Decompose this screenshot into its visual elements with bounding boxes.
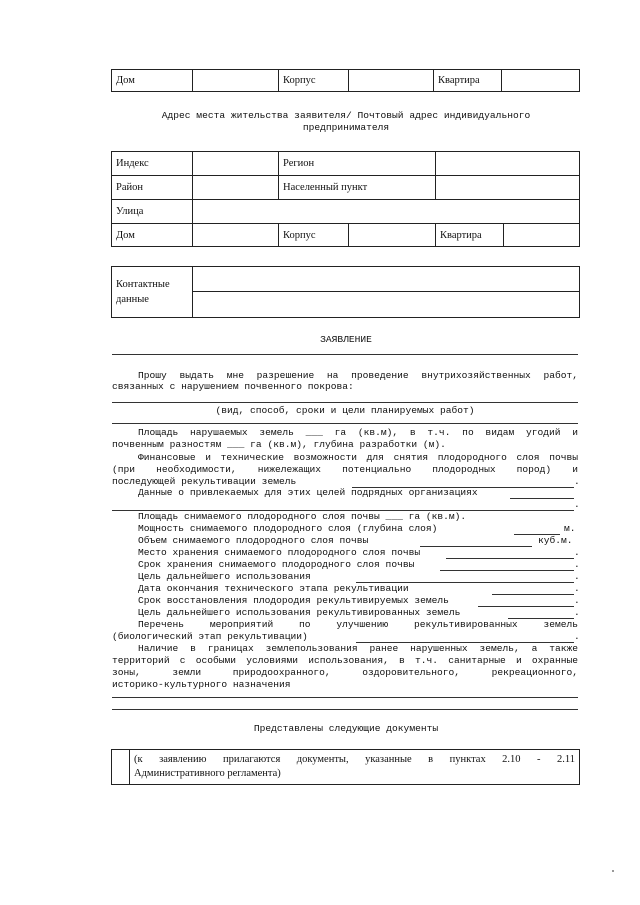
region-value[interactable] bbox=[436, 152, 580, 176]
request-caption: (вид, способ, сроки и цели планируемых работ) bbox=[215, 405, 475, 416]
restoration-label: Срок восстановления плодородия рекультивируемых земель bbox=[138, 595, 449, 606]
request-line2: связанных с нарушением почвенного покрова: bbox=[112, 381, 354, 392]
contractors-period: . bbox=[574, 499, 580, 510]
bio-stage-line2: (биологический этап рекультивации) bbox=[112, 631, 308, 642]
volume-label: Объем снимаемого плодородного слоя почвы bbox=[138, 535, 369, 546]
dom-value-2[interactable] bbox=[193, 224, 279, 247]
korpus-value[interactable] bbox=[349, 70, 434, 92]
documents-note-cell bbox=[130, 750, 580, 785]
kvartira-label: Квартира bbox=[434, 70, 502, 92]
postal-heading-line1: Адрес места жительства заявителя/ Почтовый адрес индивидуального bbox=[161, 110, 531, 121]
korpus-value-2[interactable] bbox=[349, 224, 436, 247]
financial-line1: Финансовые и технические возможности для снятия плодородного слоя почвы bbox=[138, 452, 578, 463]
top-address-table bbox=[111, 69, 580, 92]
street-label: Улица bbox=[112, 200, 193, 224]
region-label: Регион bbox=[279, 152, 436, 176]
storage-place-label: Место хранения снимаемого плодородного слоя почвы bbox=[138, 547, 421, 558]
documents-note-line2: Административного регламента) bbox=[134, 768, 281, 779]
contact-value-1[interactable] bbox=[193, 267, 580, 292]
presence-line2: территорий с особыми условиями использования, в т.ч. санитарные и охранные bbox=[112, 655, 578, 666]
kvartira-value[interactable] bbox=[502, 70, 580, 92]
tech-stage-period: . bbox=[574, 583, 580, 594]
storage-term-label: Срок хранения снимаемого плодородного слоя почвы bbox=[138, 559, 415, 570]
dom-label: Дом bbox=[112, 70, 193, 92]
presence-line4: историко-культурного назначения bbox=[112, 679, 291, 690]
thickness-unit: м. bbox=[564, 523, 576, 534]
contact-table bbox=[111, 266, 580, 318]
korpus-label-2: Корпус bbox=[279, 224, 349, 247]
contact-value-2[interactable] bbox=[193, 292, 580, 318]
storage-term-blank[interactable] bbox=[440, 570, 574, 571]
contractors-blank[interactable] bbox=[510, 498, 574, 499]
financial-period: . bbox=[574, 476, 580, 487]
settlement-label: Населенный пункт bbox=[279, 176, 436, 200]
contact-label-line2: данные bbox=[116, 294, 149, 305]
future-use-label: Цель дальнейшего использования рекультивированных земель bbox=[138, 607, 461, 618]
bio-stage-line1: Перечень мероприятий по улучшению рекультивированных земель bbox=[138, 619, 578, 630]
kvartira-label-2: Квартира bbox=[436, 224, 504, 247]
storage-place-period: . bbox=[574, 547, 580, 558]
street-value[interactable] bbox=[193, 200, 580, 224]
scan-speck bbox=[612, 870, 614, 872]
postal-address-table bbox=[111, 151, 580, 247]
rayon-label: Район bbox=[112, 176, 193, 200]
volume-unit: куб.м. bbox=[538, 535, 573, 546]
request-line1: Прошу выдать мне разрешение на проведение внутрихозяйственных работ, bbox=[138, 370, 578, 381]
korpus-label: Корпус bbox=[279, 70, 349, 92]
area-line1: Площадь нарушаемых земель ___ га (кв.м), в т.ч. по видам угодий и bbox=[138, 427, 578, 438]
presence-line1: Наличие в границах землепользования ранее нарушенных земель, а также bbox=[138, 643, 578, 654]
future-use-period: . bbox=[574, 607, 580, 618]
rayon-value[interactable] bbox=[193, 176, 279, 200]
contact-label bbox=[112, 267, 193, 318]
area-line2: почвенным разностям ___ га (кв.м), глубина разработки (м). bbox=[112, 439, 446, 450]
postal-heading-line2: предпринимателя bbox=[302, 122, 390, 133]
financial-line3: последующей рекультивации земель bbox=[112, 476, 297, 487]
storage-term-period: . bbox=[574, 559, 580, 570]
restoration-period: . bbox=[574, 595, 580, 606]
presence-blank-1[interactable] bbox=[112, 697, 578, 698]
dom-label-2: Дом bbox=[112, 224, 193, 247]
purpose-period: . bbox=[574, 571, 580, 582]
presence-line3: зоны, земли природоохранного, оздоровительного, рекреационного, bbox=[112, 667, 578, 678]
contractors-label: Данные о привлекаемых для этих целей подрядных организациях bbox=[138, 487, 478, 498]
removed-area: Площадь снимаемого плодородного слоя почвы ___ га (кв.м). bbox=[138, 511, 467, 522]
rule-before-area bbox=[112, 423, 578, 424]
documents-heading: Представлены следующие документы bbox=[253, 723, 439, 734]
bio-stage-period: . bbox=[574, 631, 580, 642]
financial-line2: (при необходимости, нижележащих потенциально плодородных пород) и bbox=[112, 464, 578, 475]
settlement-value[interactable] bbox=[436, 176, 580, 200]
kvartira-value-2[interactable] bbox=[504, 224, 580, 247]
presence-blank-2[interactable] bbox=[112, 709, 578, 710]
dom-value[interactable] bbox=[193, 70, 279, 92]
purpose-label: Цель дальнейшего использования bbox=[138, 571, 311, 582]
tech-stage-blank[interactable] bbox=[492, 594, 574, 595]
thickness-label: Мощность снимаемого плодородного слоя (глубина слоя) bbox=[138, 523, 438, 534]
contact-label-line1: Контактные bbox=[116, 279, 170, 290]
statement-title: ЗАЯВЛЕНИЕ bbox=[320, 334, 372, 345]
tech-stage-label: Дата окончания технического этапа рекультивации bbox=[138, 583, 409, 594]
request-blank-line[interactable] bbox=[112, 402, 578, 403]
index-label: Индекс bbox=[112, 152, 193, 176]
index-value[interactable] bbox=[193, 152, 279, 176]
documents-number-cell[interactable] bbox=[112, 750, 130, 785]
documents-table bbox=[111, 749, 580, 785]
documents-note-line1: (к заявлению прилагаются документы, указанные в пунктах 2.10 - 2.11 bbox=[134, 754, 575, 765]
rule-before-request bbox=[112, 354, 578, 355]
postal-heading bbox=[112, 110, 580, 134]
